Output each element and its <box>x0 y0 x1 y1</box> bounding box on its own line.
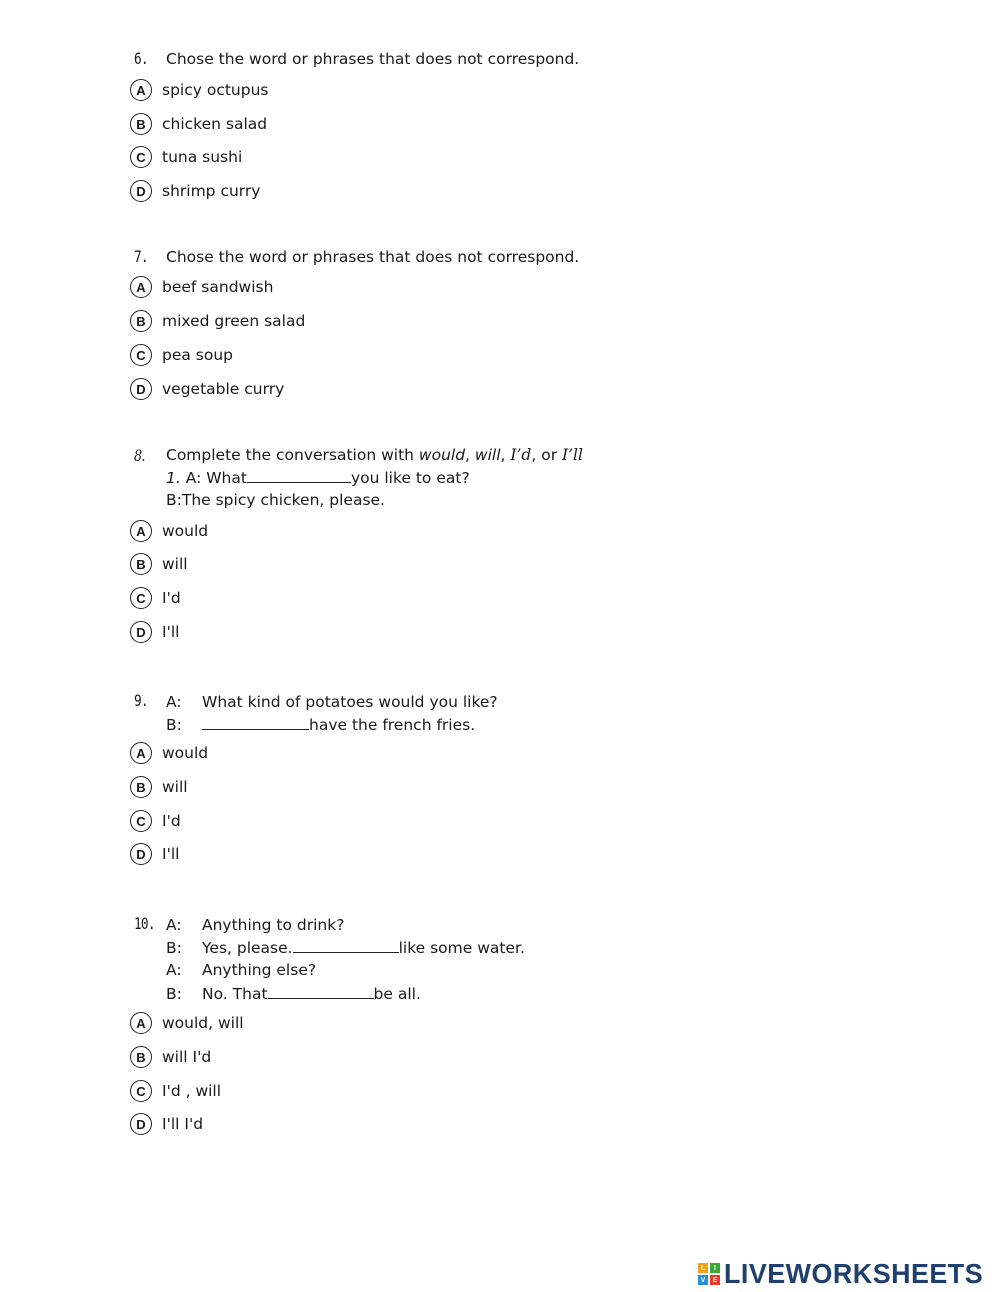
dialogue-text: Anything else? <box>202 961 317 979</box>
option-label: spicy octupus <box>162 81 269 99</box>
question-number: 9. <box>134 691 148 710</box>
logo-block: I <box>710 1263 720 1273</box>
option-letter-badge[interactable]: A <box>130 520 152 542</box>
sub-number: 1. <box>166 469 181 487</box>
dialogue-line-a <box>166 693 498 711</box>
keyword-will: will <box>474 446 501 464</box>
answer-blank[interactable] <box>202 715 309 730</box>
option-letter-badge[interactable]: B <box>130 113 152 135</box>
answer-blank[interactable] <box>247 468 351 483</box>
option-letter-badge[interactable]: D <box>130 378 152 400</box>
option-label: will <box>162 555 188 573</box>
option-label: would <box>162 744 209 762</box>
logo-block: L <box>698 1263 708 1273</box>
option-c[interactable] <box>130 808 181 834</box>
option-label: would <box>162 522 209 540</box>
option-letter-badge[interactable]: D <box>130 1113 152 1135</box>
speaker-label: B: <box>166 985 182 1003</box>
option-b[interactable] <box>130 308 305 334</box>
option-a[interactable] <box>130 77 269 103</box>
logo-block: E <box>710 1275 720 1285</box>
option-label: I'll I'd <box>162 1115 204 1133</box>
option-letter-badge[interactable]: B <box>130 553 152 575</box>
option-letter-badge[interactable]: B <box>130 310 152 332</box>
keyword-ill: I’ll <box>562 446 583 464</box>
dialogue-text: A: What <box>185 469 247 487</box>
option-label: I'd , will <box>162 1082 222 1100</box>
keyword-id: I’d <box>510 446 532 464</box>
speaker-label: A: <box>166 693 182 711</box>
option-label: beef sandwish <box>162 278 274 296</box>
option-c[interactable] <box>130 342 233 368</box>
question-number: 10. <box>134 914 155 933</box>
dialogue-line-b <box>166 715 475 734</box>
option-a[interactable] <box>130 1010 244 1036</box>
option-d[interactable] <box>130 619 179 645</box>
dialogue-line-3 <box>166 961 316 979</box>
option-letter-badge[interactable]: B <box>130 776 152 798</box>
separator: , <box>500 446 511 464</box>
option-d[interactable] <box>130 841 179 867</box>
option-letter-badge[interactable]: A <box>130 79 152 101</box>
option-label: shrimp curry <box>162 182 261 200</box>
option-b[interactable] <box>130 1044 211 1070</box>
option-letter-badge[interactable]: D <box>130 843 152 865</box>
answer-blank[interactable] <box>293 938 399 953</box>
option-d[interactable] <box>130 376 284 402</box>
question-number: 8. <box>134 446 145 465</box>
question-prompt: Chose the word or phrases that does not correspond. <box>166 248 580 266</box>
option-b[interactable] <box>130 774 188 800</box>
question-number: 7. <box>134 247 148 266</box>
option-label: vegetable curry <box>162 380 285 398</box>
dialogue-text: have the french fries. <box>309 716 476 734</box>
dialogue-text: What kind of potatoes would you like? <box>202 693 498 711</box>
option-b[interactable] <box>130 111 267 137</box>
dialogue-line-b: B:The spicy chicken, please. <box>166 491 385 509</box>
option-letter-badge[interactable]: C <box>130 587 152 609</box>
option-d[interactable] <box>130 178 260 204</box>
dialogue-line-4 <box>166 984 421 1003</box>
separator: , or <box>531 446 562 464</box>
instruction-text: Complete the conversation with <box>166 446 419 464</box>
option-d[interactable] <box>130 1111 203 1137</box>
option-label: I'd <box>162 812 181 830</box>
option-letter-badge[interactable]: D <box>130 180 152 202</box>
option-letter-badge[interactable]: D <box>130 621 152 643</box>
speaker-label: B: <box>166 716 182 734</box>
answer-blank[interactable] <box>268 984 374 999</box>
dialogue-line-a <box>166 468 470 487</box>
option-label: will I'd <box>162 1048 212 1066</box>
option-b[interactable] <box>130 551 188 577</box>
option-label: I'll <box>162 623 180 641</box>
option-label: chicken salad <box>162 115 268 133</box>
option-letter-badge[interactable]: A <box>130 276 152 298</box>
option-label: tuna sushi <box>162 148 243 166</box>
option-a[interactable] <box>130 274 273 300</box>
option-a[interactable] <box>130 740 208 766</box>
speaker-label: A: <box>166 916 182 934</box>
option-label: mixed green salad <box>162 312 306 330</box>
liveworksheets-logo <box>698 1258 994 1290</box>
dialogue-line-1 <box>166 916 344 934</box>
option-label: will <box>162 778 188 796</box>
question-number: 6. <box>134 49 148 68</box>
dialogue-text: No. That <box>202 985 268 1003</box>
dialogue-line-2 <box>166 938 525 957</box>
option-letter-badge[interactable]: B <box>130 1046 152 1068</box>
dialogue-text: you like to eat? <box>350 469 470 487</box>
option-c[interactable] <box>130 1078 221 1104</box>
separator: , <box>465 446 475 464</box>
option-letter-badge[interactable]: A <box>130 742 152 764</box>
option-label: pea soup <box>162 346 234 364</box>
logo-block: V <box>698 1275 708 1285</box>
option-letter-badge[interactable]: C <box>130 810 152 832</box>
option-label: would, will <box>162 1014 244 1032</box>
dialogue-text: be all. <box>373 985 421 1003</box>
option-letter-badge[interactable]: C <box>130 1080 152 1102</box>
dialogue-text: Yes, please. <box>202 939 293 957</box>
option-c[interactable] <box>130 585 181 611</box>
question-instruction <box>166 446 583 464</box>
option-letter-badge[interactable]: C <box>130 344 152 366</box>
option-c[interactable] <box>130 144 242 170</box>
speaker-label: B: <box>166 939 182 957</box>
option-letter-badge[interactable]: A <box>130 1012 152 1034</box>
option-label: I'd <box>162 589 181 607</box>
logo-text: LIVEWORKSHEETS <box>724 1258 984 1289</box>
speaker-label: A: <box>166 961 182 979</box>
option-letter-badge[interactable]: C <box>130 146 152 168</box>
keyword-would: would <box>418 446 466 464</box>
option-a[interactable] <box>130 518 208 544</box>
logo-blocks-icon <box>698 1263 720 1285</box>
dialogue-text: like some water. <box>398 939 525 957</box>
dialogue-text: Anything to drink? <box>202 916 345 934</box>
question-prompt: Chose the word or phrases that does not correspond. <box>166 50 580 68</box>
option-label: I'll <box>162 845 180 863</box>
